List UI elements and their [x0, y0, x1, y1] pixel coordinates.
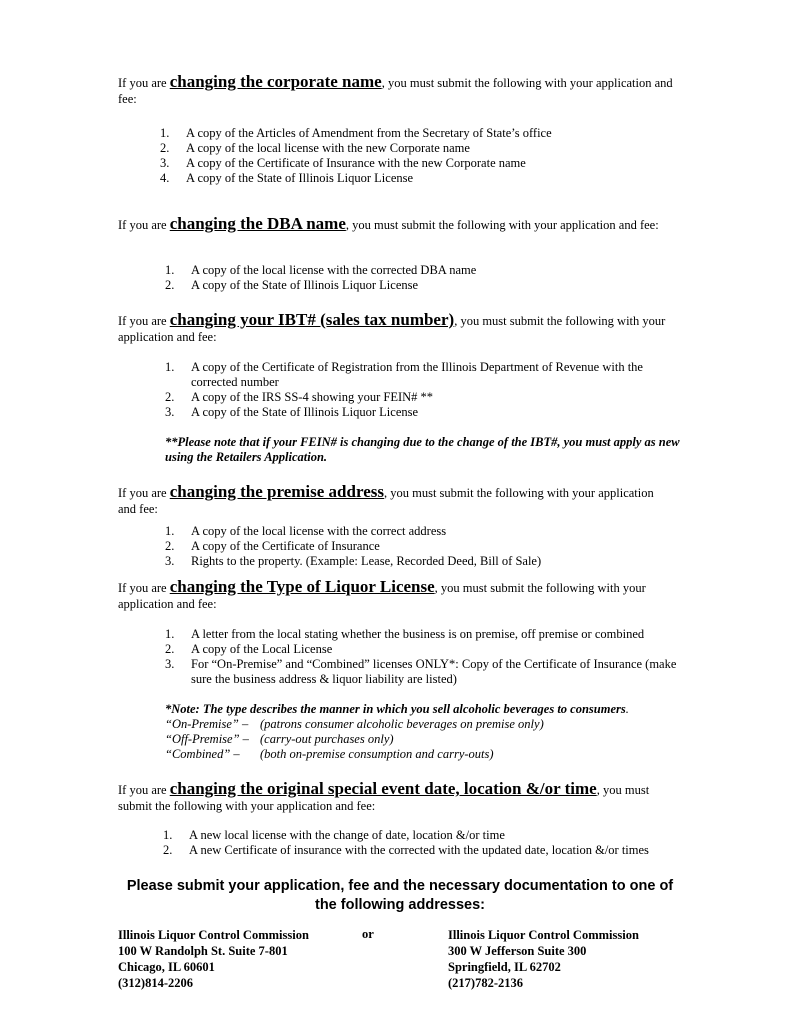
list-item: 1. A copy of the Articles of Amendment from the Secretary of State’s office [160, 126, 552, 140]
section-license-type-intro: If you are changing the Type of Liquor License, you must submit the following with your application and fee: [118, 577, 646, 611]
list-item: 3. A copy of the Certificate of Insurance with the new Corporate name [160, 156, 526, 170]
list-item: 2. A copy of the State of Illinois Liquor License [165, 278, 419, 292]
list-item: 2. A copy of the local license with the new Corporate name [160, 141, 470, 155]
list-premise-address [165, 524, 705, 569]
heading-ibt: changing your IBT# (sales tax number) [169, 310, 455, 329]
list-item: 3. Rights to the property. (Example: Lease, Recorded Deed, Bill of Sale) [165, 554, 542, 568]
list-item: 1. A copy of the Certificate of Registration from the Illinois Department of Revenue with the corrected number [165, 360, 643, 389]
note-row: “Combined” – (both on-premise consumption and carry-outs) [165, 747, 494, 761]
list-item: 3. For “On-Premise” and “Combined” licenses ONLY*: Copy of the Certificate of Insurance (make sure the business address & liquor liability are listed) [165, 657, 677, 686]
address-springfield: Illinois Liquor Control Commission 300 W Jefferson Suite 300 Springfield, IL 62702 (217)782-2136 [448, 928, 639, 990]
list-corporate-name [160, 126, 720, 186]
list-item: 1. A letter from the local stating whether the business is on premise, off premise or combined [165, 627, 645, 641]
section-premise-address-intro: If you are changing the premise address, you must submit the following with your application and fee: [118, 482, 654, 516]
submit-instructions: Please submit your application, fee and the necessary documentation to one of the following addresses: [126, 878, 674, 913]
note-row: “Off-Premise” – (carry-out purchases only) [165, 732, 394, 746]
list-item: 2. A copy of the Local License [165, 642, 333, 656]
section-corporate-name-intro: If you are changing the corporate name, you must submit the following with your application and fee: [118, 72, 673, 106]
license-type-note: *Note: The type describes the manner in which you sell alcoholic beverages to consumers. “On-Premise” – (patrons consumer alcoholic beverages on premise only) “Off-Premise” – (carry-out purchases only) “Combined” – (both on-premise consumption and carry-outs) [165, 702, 725, 762]
list-item: 1. A copy of the local license with the correct address [165, 524, 447, 538]
note-row: “On-Premise” – (patrons consumer alcoholic beverages on premise only) [165, 717, 544, 731]
list-item: 2. A copy of the Certificate of Insurance [165, 539, 380, 553]
section-dba-name-intro: If you are changing the DBA name, you must submit the following with your application and fee: [118, 214, 659, 233]
heading-premise-address: changing the premise address [169, 482, 384, 501]
heading-license-type: changing the Type of Liquor License [169, 577, 435, 596]
list-item: 3. A copy of the State of Illinois Liquor License [165, 405, 419, 419]
list-item: 2. A copy of the IRS SS-4 showing your FEIN# ** [165, 390, 434, 404]
heading-corporate-name: changing the corporate name [169, 72, 382, 91]
or-separator: or [362, 927, 374, 941]
list-item: 2. A new Certificate of insurance with the corrected with the updated date, location &/or times [163, 843, 649, 857]
heading-dba-name: changing the DBA name [169, 214, 346, 233]
list-dba-name [165, 263, 705, 293]
section-ibt-intro: If you are changing your IBT# (sales tax number), you must submit the following with your application and fee: [118, 310, 666, 344]
list-special-event [163, 828, 713, 858]
heading-special-event: changing the original special event date, location &/or time [169, 779, 597, 798]
list-ibt [165, 360, 685, 420]
fein-note: **Please note that if your FEIN# is changing due to the change of the IBT#, you must apply as new using the Retailers Application. [165, 435, 680, 464]
list-item: 1. A copy of the local license with the corrected DBA name [165, 263, 477, 277]
list-license-type [165, 627, 695, 687]
list-item: 4. A copy of the State of Illinois Liquor License [160, 171, 414, 185]
list-item: 1. A new local license with the change of date, location &/or time [163, 828, 505, 842]
address-chicago: Illinois Liquor Control Commission 100 W Randolph St. Suite 7-801 Chicago, IL 60601 (312)814-2206 [118, 928, 309, 990]
section-special-event-intro: If you are changing the original special event date, location &/or time, you must submit the following with your application and fee: [118, 779, 650, 813]
